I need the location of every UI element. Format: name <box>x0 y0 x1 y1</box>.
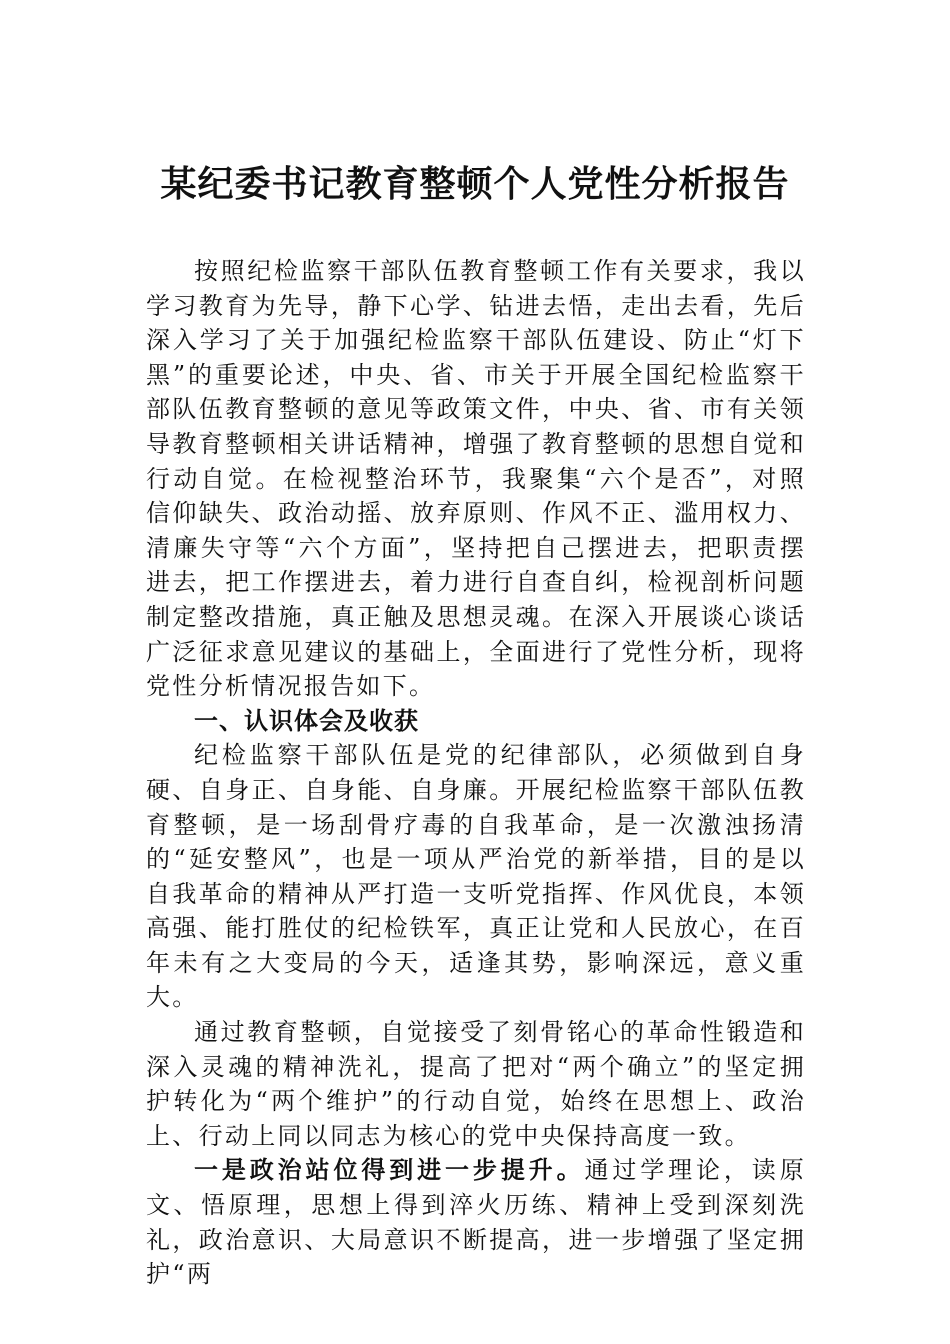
section-paragraph <box>146 1153 806 1291</box>
paragraph-text: 通过学理论，读原文、悟原理，思想上得到淬火历练、精神上受到深刻洗礼，政治意识、大局意识不断提高，进一步增强了坚定拥护“两 <box>146 1156 806 1289</box>
document-body <box>146 254 806 1292</box>
section-paragraph: 通过教育整顿，自觉接受了刻骨铭心的革命性锻造和深入灵魂的精神洗礼，提高了把对“两个确立”的坚定拥护转化为“两个维护”的行动自觉，始终在思想上、政治上、行动上同以同志为核心的党中央保持高度一致。 <box>146 1018 806 1150</box>
document-page <box>146 0 806 1344</box>
section-heading: 一、认识体会及收获 <box>194 706 419 735</box>
paragraph-lead-text: 一是政治站位得到进一步提升。 <box>194 1155 585 1185</box>
section-paragraph: 纪检监察干部队伍是党的纪律部队，必须做到自身硬、自身正、自身能、自身廉。开展纪检监察干部队伍教育整顿，是一场刮骨疗毒的自我革命，是一次激浊扬清的“延安整风”，也是一项从严治党的新举措，目的是以自我革命的精神从严打造一支听党指挥、作风优良，本领高强、能打胜仗的纪检铁军，真正让党和人民放心，在百年未有之大变局的今天，适逢其势，影响深远，意义重大。 <box>146 741 806 1012</box>
intro-paragraph: 按照纪检监察干部队伍教育整顿工作有关要求，我以学习教育为先导，静下心学、钻进去悟，走出去看，先后深入学习了关于加强纪检监察干部队伍建设、防止“灯下黑”的重要论述，中央、省、市关于开展全国纪检监察干部队伍教育整顿的意见等政策文件，中央、省、市有关领导教育整顿相关讲话精神，增强了教育整顿的思想自觉和行动自觉。在检视整治环节，我聚集“六个是否”，对照信仰缺失、政治动摇、放弃原则、作风不正、滥用权力、清廉失守等“六个方面”，坚持把自己摆进去，把职责摆进去，把工作摆进去，着力进行自查自纠，检视剖析问题制定整改措施，真正触及思想灵魂。在深入开展谈心谈话广泛征求意见建议的基础上，全面进行了党性分析，现将党性分析情况报告如下。 <box>146 257 806 701</box>
document-title: 某纪委书记教育整顿个人党性分析报告 <box>160 163 790 205</box>
